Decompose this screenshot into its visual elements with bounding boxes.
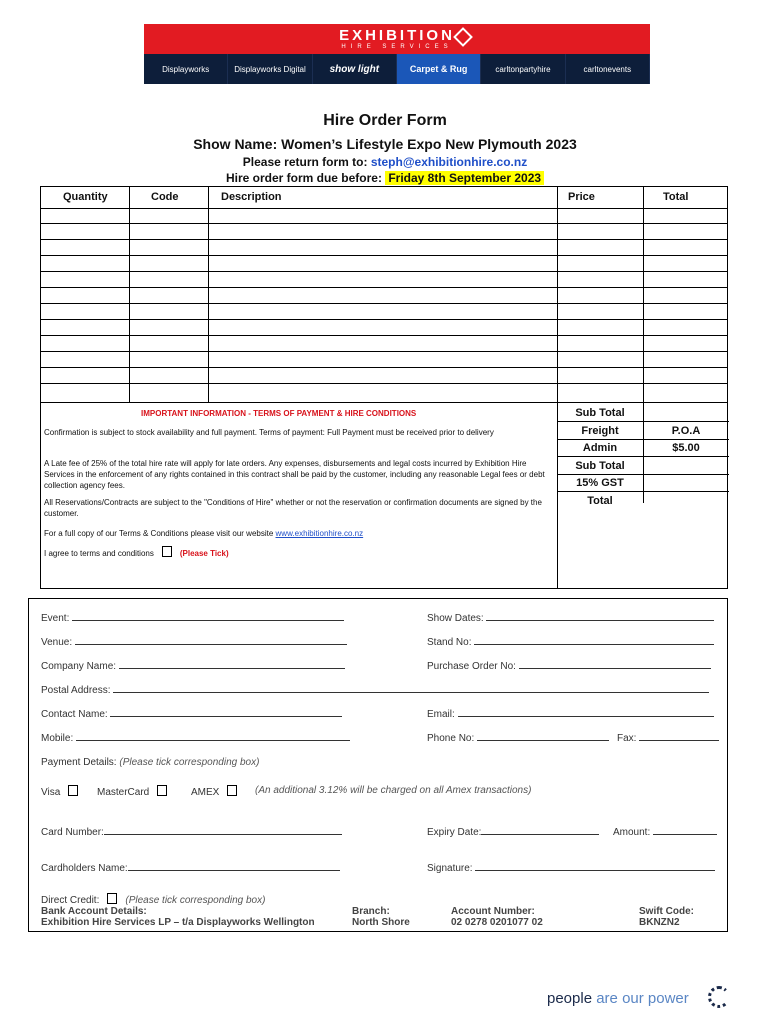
branch-block xyxy=(352,906,410,928)
event-label: Event: xyxy=(41,613,70,624)
terms-heading: IMPORTANT INFORMATION - TERMS OF PAYMENT & HIRE CONDITIONS xyxy=(141,409,417,418)
direct-credit-line xyxy=(41,893,265,906)
contact-name-label: Contact Name: xyxy=(41,709,108,720)
swift-code-value: BKNZN2 xyxy=(639,917,680,928)
return-email-link[interactable]: steph@exhibitionhire.co.nz xyxy=(370,155,528,169)
terms-box xyxy=(40,402,728,589)
show-dates-label: Show Dates: xyxy=(427,613,484,624)
postal-address-label: Postal Address: xyxy=(41,685,111,696)
amount-label: Amount: xyxy=(613,827,651,838)
agree-line xyxy=(44,546,554,559)
venue-field[interactable] xyxy=(41,637,347,648)
terms-reservations: All Reservations/Contracts are subject to the "Conditions of Hire" whether or not the reservation or confirmation documents are signed by the customer. xyxy=(44,498,542,518)
table-row[interactable] xyxy=(41,208,727,209)
website-link[interactable]: www.exhibitionhire.co.nz xyxy=(275,529,364,538)
table-row[interactable] xyxy=(41,255,727,256)
card-number-field[interactable] xyxy=(41,827,342,838)
deadline-line xyxy=(0,171,770,185)
bank-details-label: Bank Account Details: xyxy=(41,906,147,917)
terms-confirmation: Confirmation is subject to stock availability and full payment. Terms of payment: Full Payment must be received prior to delivery xyxy=(44,428,494,437)
company-name-label: Company Name: xyxy=(41,661,117,672)
stand-no-label: Stand No: xyxy=(427,637,472,648)
mobile-field[interactable] xyxy=(41,733,350,744)
table-row[interactable] xyxy=(41,239,727,240)
phone-field[interactable] xyxy=(427,733,609,744)
summary-gst: 15% GST xyxy=(576,477,624,489)
summary-sub-total-2: Sub Total xyxy=(575,460,625,472)
summary-line xyxy=(557,439,729,440)
summary-line xyxy=(557,421,729,422)
show-dates-field[interactable] xyxy=(427,613,714,624)
visa-label: Visa xyxy=(41,787,61,798)
card-number-label: Card Number: xyxy=(41,827,104,838)
agree-label: I agree to terms and conditions xyxy=(44,549,154,558)
table-row[interactable] xyxy=(41,351,727,352)
brand-carpet-rug: Carpet & Rug xyxy=(397,54,481,84)
header-total: Total xyxy=(663,191,689,203)
column-divider xyxy=(557,187,558,402)
brand-carlton-partyhire: carltonpartyhire xyxy=(481,54,565,84)
cardholder-name-field[interactable] xyxy=(41,863,340,874)
fax-field[interactable] xyxy=(617,733,719,744)
header-description: Description xyxy=(221,191,282,203)
table-row[interactable] xyxy=(41,271,727,272)
return-line xyxy=(0,155,770,169)
email-label: Email: xyxy=(427,709,455,720)
footer-tagline xyxy=(547,990,689,1007)
summary-admin-value: $5.00 xyxy=(672,442,700,454)
brand-displayworks-digital: Displayworks Digital xyxy=(228,54,312,84)
table-row[interactable] xyxy=(41,367,727,368)
form-title: Hire Order Form xyxy=(323,112,447,129)
direct-credit-hint: (Please tick corresponding box) xyxy=(125,895,266,906)
brand-strip xyxy=(144,54,650,84)
logo-sub-text: HIRE SERVICES xyxy=(341,44,453,50)
summary-total: Total xyxy=(587,495,613,507)
mastercard-option[interactable] xyxy=(97,785,175,798)
summary-line xyxy=(557,474,729,475)
expiry-date-field[interactable] xyxy=(427,827,599,838)
please-tick-note: (Please Tick) xyxy=(179,549,229,558)
column-divider xyxy=(129,187,130,402)
brand-carlton-events: carltonevents xyxy=(566,54,650,84)
deadline-label: Hire order form due before: xyxy=(225,171,382,185)
amex-option[interactable] xyxy=(191,785,245,798)
logo-diamond-icon xyxy=(453,27,473,47)
venue-label: Venue: xyxy=(41,637,73,648)
account-number-value: 02 0278 0201077 02 xyxy=(451,917,543,928)
branch-label: Branch: xyxy=(352,906,390,917)
direct-credit-label: Direct Credit: xyxy=(41,895,100,906)
payment-details-line xyxy=(41,757,259,768)
purchase-order-label: Purchase Order No: xyxy=(427,661,516,672)
brand-circle-icon xyxy=(708,986,730,1008)
visa-checkbox[interactable] xyxy=(68,785,78,796)
amex-label: AMEX xyxy=(191,787,220,798)
tagline-rest: are our power xyxy=(596,990,689,1007)
swift-code-label: Swift Code: xyxy=(639,906,694,917)
column-divider xyxy=(643,187,644,402)
table-row[interactable] xyxy=(41,319,727,320)
summary-admin: Admin xyxy=(582,442,618,454)
cardholder-name-label: Cardholders Name: xyxy=(41,863,128,874)
tagline-word: people xyxy=(547,990,593,1007)
terms-website-text: For a full copy of our Terms & Conditions please visit our website xyxy=(44,529,276,538)
table-row[interactable] xyxy=(41,335,727,336)
swift-code-block xyxy=(639,906,694,928)
mastercard-checkbox[interactable] xyxy=(157,785,167,796)
summary-line xyxy=(557,456,729,457)
payment-details-label: Payment Details: xyxy=(41,757,117,768)
summary-freight: Freight xyxy=(581,425,619,437)
mastercard-label: MasterCard xyxy=(97,787,150,798)
table-row[interactable] xyxy=(41,303,727,304)
branch-value: North Shore xyxy=(352,917,410,928)
logo-main-text: EXHIBITION xyxy=(339,27,455,44)
header-code: Code xyxy=(151,191,179,203)
account-number-block xyxy=(451,906,543,928)
order-table xyxy=(40,186,728,403)
exhibition-logo xyxy=(339,28,455,50)
header-price: Price xyxy=(568,191,595,203)
event-field[interactable] xyxy=(41,613,344,624)
column-divider xyxy=(208,187,209,402)
company-name-field[interactable] xyxy=(41,661,345,672)
fax-label: Fax: xyxy=(617,733,637,744)
visa-option[interactable] xyxy=(41,785,86,798)
expiry-date-label: Expiry Date: xyxy=(427,827,482,838)
terms-late-fee: A Late fee of 25% of the total hire rate will apply for late orders. Any expenses, disbursements and legal costs incurred by Exhibition Hire Services in the enforcement of any rights contained in this contract shall be paid by the customer, including any reasonable Legal fees or debt collection agency fees. xyxy=(44,459,545,490)
stand-no-field[interactable] xyxy=(427,637,714,648)
customer-details-box xyxy=(28,598,728,932)
show-name: Show Name: Women’s Lifestyle Expo New Plymouth 2023 xyxy=(193,136,577,152)
deadline-date: Friday 8th September 2023 xyxy=(385,171,544,185)
purchase-order-field[interactable] xyxy=(427,661,711,672)
payment-hint: (Please tick corresponding box) xyxy=(119,757,260,768)
direct-credit-checkbox[interactable] xyxy=(107,893,117,904)
amex-note: (An additional 3.12% will be charged on all Amex transactions) xyxy=(255,785,532,796)
header-banner xyxy=(144,24,650,84)
return-label: Please return form to: xyxy=(242,155,368,169)
terms-website xyxy=(44,528,554,539)
table-row[interactable] xyxy=(41,383,727,384)
banner-logo-area xyxy=(144,24,650,54)
summary-freight-value: P.O.A xyxy=(671,425,701,437)
account-number-label: Account Number: xyxy=(451,906,535,917)
summary-sub-total: Sub Total xyxy=(575,407,625,419)
brand-show-light: show light xyxy=(313,54,397,84)
phone-label: Phone No: xyxy=(427,733,475,744)
table-row[interactable] xyxy=(41,223,727,224)
bank-account-name: Exhibition Hire Services LP – t/a Displayworks Wellington xyxy=(41,917,315,928)
signature-label: Signature: xyxy=(427,863,473,874)
bank-account-block xyxy=(41,906,315,928)
brand-displayworks: Displayworks xyxy=(144,54,228,84)
summary-line xyxy=(557,491,729,492)
header-quantity: Quantity xyxy=(63,191,108,203)
signature-field[interactable] xyxy=(427,863,715,874)
mobile-label: Mobile: xyxy=(41,733,74,744)
amount-field[interactable] xyxy=(613,827,717,838)
amex-checkbox[interactable] xyxy=(227,785,237,796)
email-field[interactable] xyxy=(427,709,714,720)
agree-checkbox[interactable] xyxy=(162,546,172,557)
contact-name-field[interactable] xyxy=(41,709,342,720)
table-row[interactable] xyxy=(41,287,727,288)
postal-address-field[interactable] xyxy=(41,685,709,696)
